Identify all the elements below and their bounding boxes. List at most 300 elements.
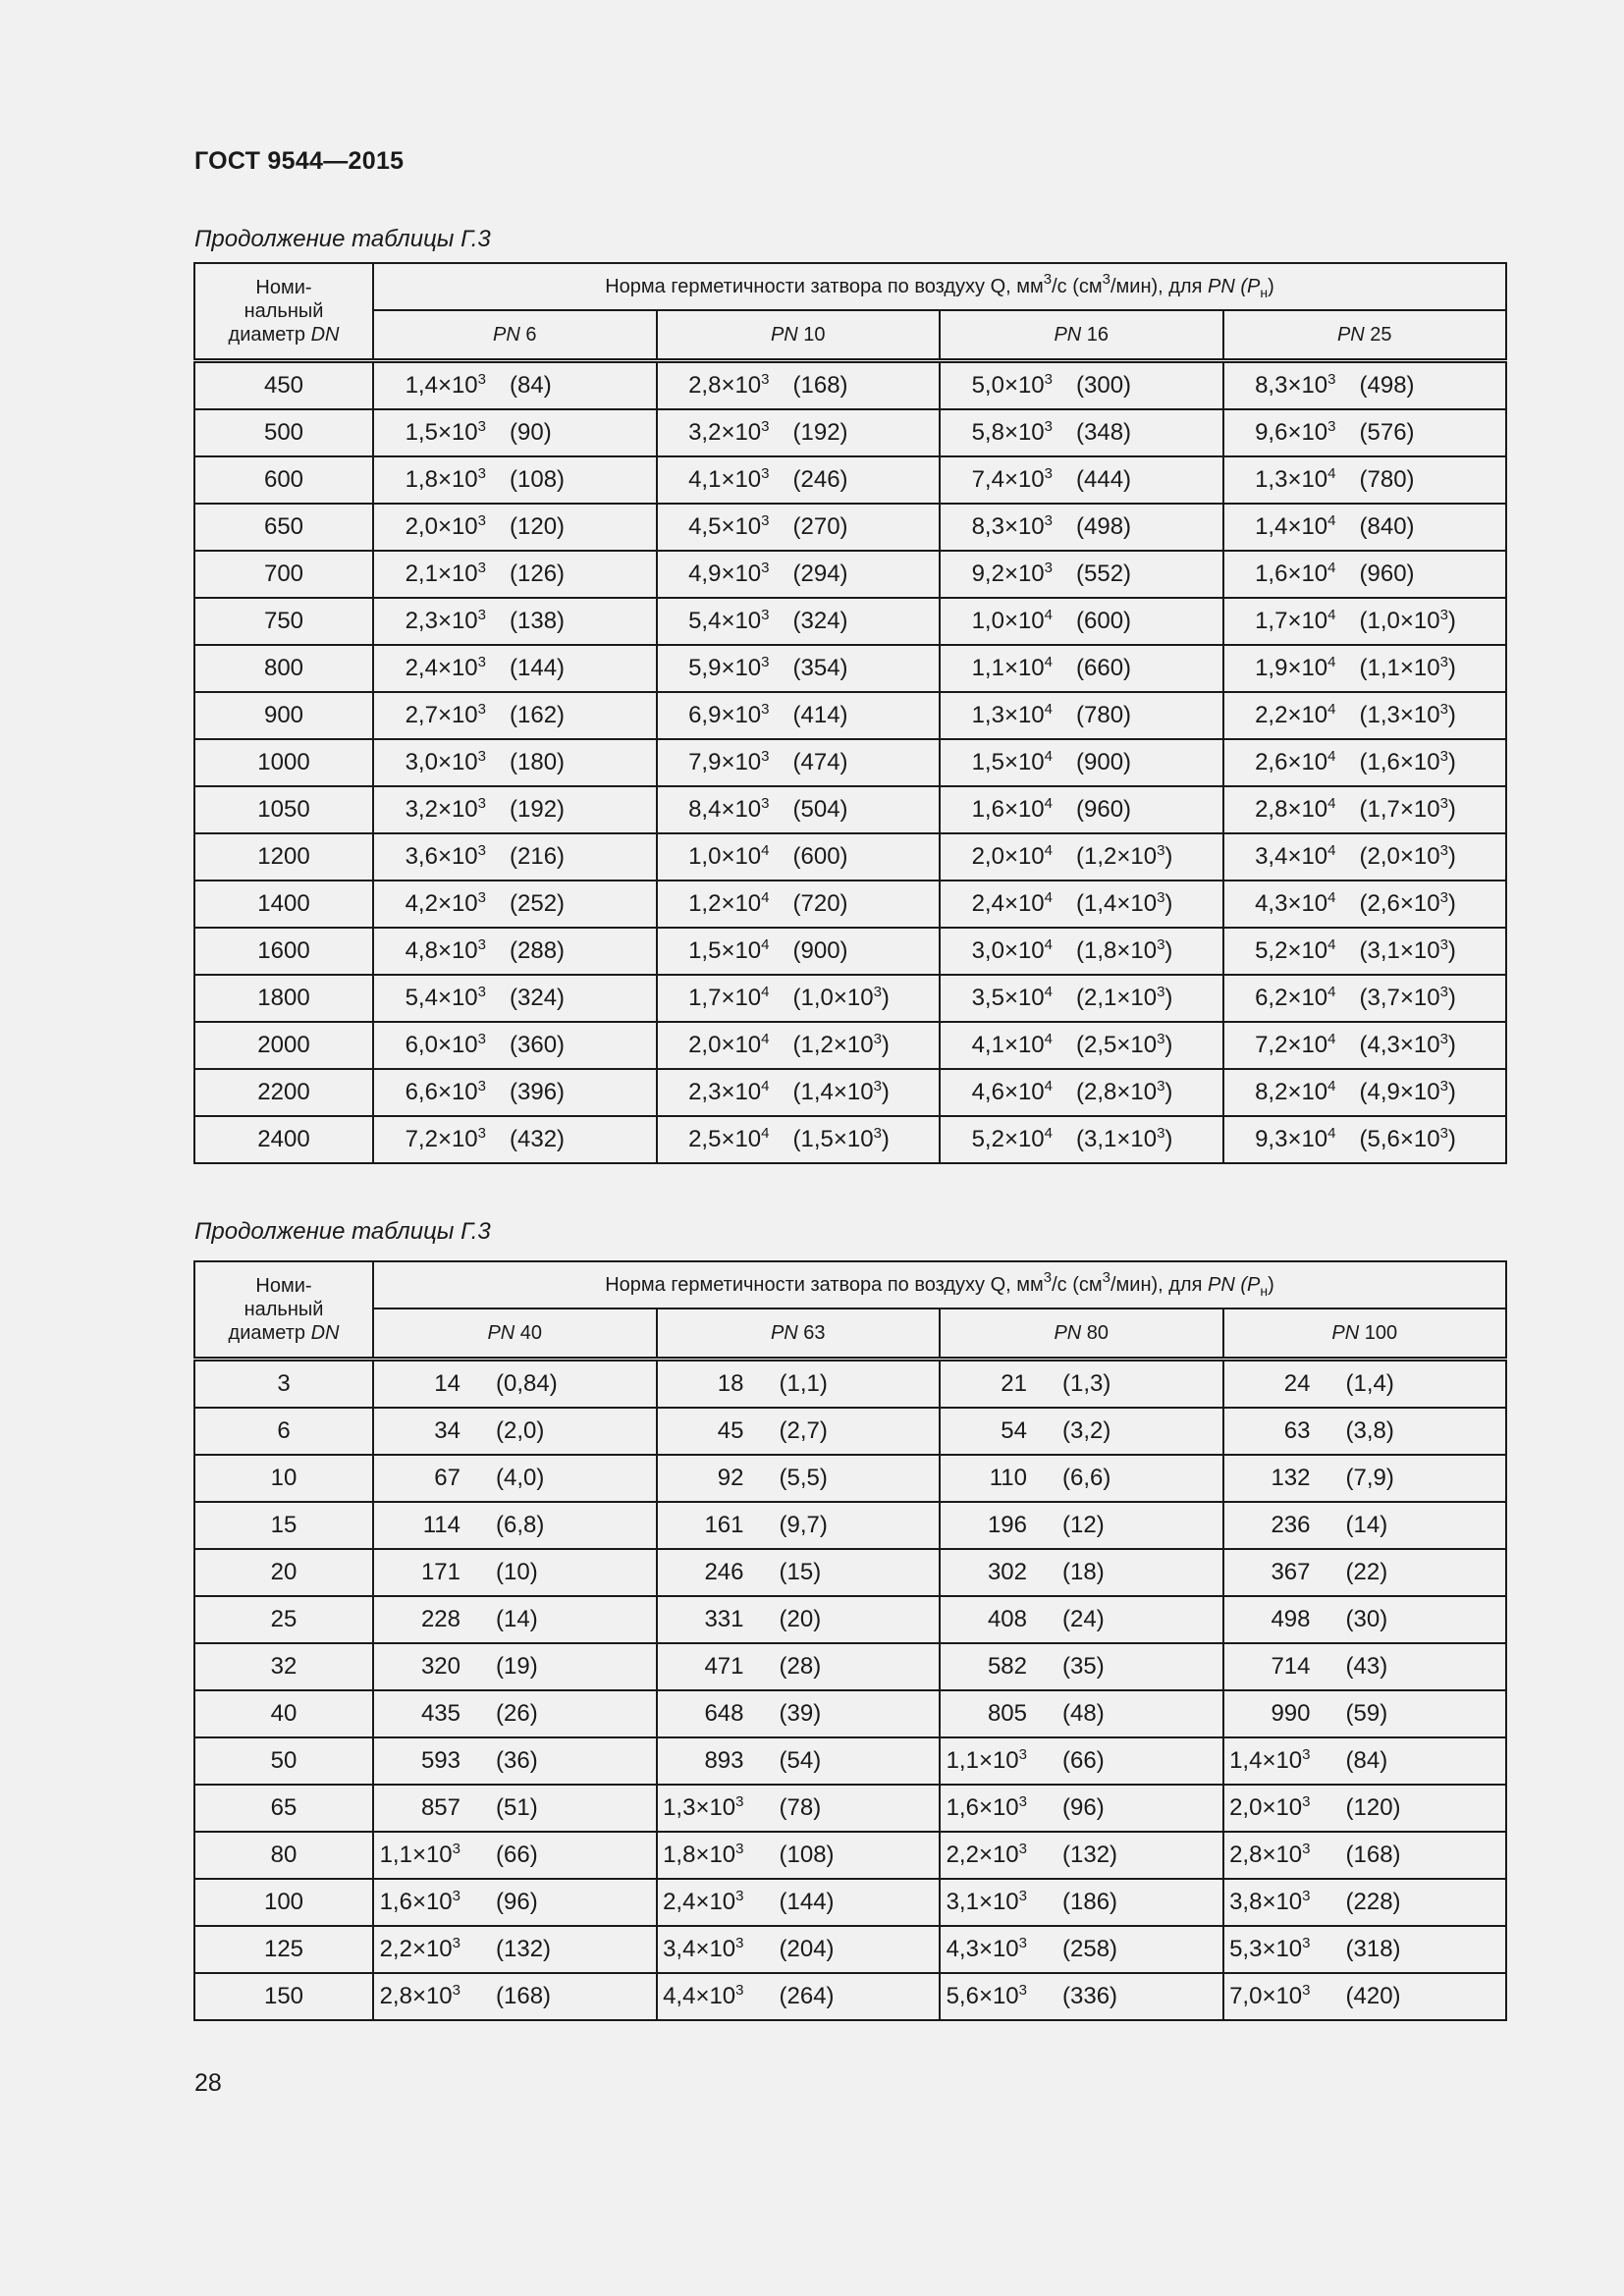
mm3s-mantissa: 5,6×10 <box>946 1983 1019 2009</box>
leak-rate-mm3s <box>374 1032 510 1059</box>
leak-rate-cell <box>1223 881 1507 928</box>
leak-rate-values <box>1224 929 1506 974</box>
leak-rate-mm3s <box>941 1700 1062 1728</box>
pn-value: 63 <box>797 1322 826 1344</box>
mm3s-mantissa: 3,1×10 <box>946 1889 1019 1915</box>
leak-rate-cm3min <box>793 561 848 588</box>
leak-rate-cell <box>940 1879 1223 1926</box>
leak-rate-cm3min <box>1062 1417 1110 1445</box>
cm3min-value: (66) <box>496 1842 538 1868</box>
table-row <box>194 1455 1506 1502</box>
leak-rate-values <box>658 646 940 691</box>
leak-rate-cell <box>373 361 657 410</box>
leak-rate-values <box>941 599 1222 644</box>
dn-cell: 900 <box>194 692 373 739</box>
mm3s-mantissa: 1,7×10 <box>1255 608 1328 634</box>
table-row <box>194 692 1506 739</box>
mm3s-mantissa: 1,8×10 <box>405 466 478 493</box>
leak-rate-cm3min <box>496 1983 551 2010</box>
leak-rate-values <box>658 505 940 550</box>
cm3min-value: (960) <box>1076 796 1132 823</box>
mm3s-mantissa: 2,8×10 <box>688 372 762 399</box>
mm3s-mantissa: 246 <box>704 1559 744 1585</box>
cm3min-value: (59) <box>1345 1700 1388 1727</box>
leak-rate-cm3min <box>510 702 565 729</box>
leak-rate-cm3min <box>1076 749 1131 776</box>
cm3min-close-paren: ) <box>1447 702 1456 728</box>
mm3s-mantissa: 2,2×10 <box>946 1842 1019 1868</box>
leak-rate-cm3min <box>1076 419 1131 447</box>
cm3min-value: (43) <box>1345 1653 1388 1680</box>
leak-rate-values <box>374 1644 656 1689</box>
dn-cell: 700 <box>194 551 373 598</box>
cm3min-value: (84) <box>510 372 552 399</box>
leak-rate-cm3min <box>1360 608 1456 635</box>
dn-cell: 100 <box>194 1879 373 1926</box>
leak-rate-values <box>374 599 656 644</box>
leak-rate-cell <box>1223 598 1507 645</box>
leak-rate-cm3min <box>780 1417 828 1445</box>
leak-rate-cm3min <box>1360 1126 1456 1153</box>
mm3s-exponent: 3 <box>1302 1888 1311 1904</box>
leak-rate-cell <box>373 975 657 1022</box>
dn-cell: 2200 <box>194 1069 373 1116</box>
leak-rate-values <box>1224 1786 1506 1831</box>
leak-rate-cell <box>657 692 941 739</box>
leak-rate-cm3min <box>496 1700 538 1728</box>
mm3s-mantissa: 3,4×10 <box>1255 843 1328 870</box>
cm3min-value: (14) <box>1345 1512 1388 1538</box>
mm3s-exponent: 4 <box>761 1078 770 1095</box>
leak-rate-values <box>374 1409 656 1454</box>
leak-rate-values <box>658 1362 940 1407</box>
mm3s-mantissa: 1,6×10 <box>1255 561 1328 587</box>
mm3s-exponent: 3 <box>452 1982 460 1999</box>
leak-rate-cm3min <box>1062 1700 1105 1728</box>
leak-rate-cell <box>1223 1973 1507 2020</box>
table-row <box>194 786 1506 833</box>
leak-rate-cm3min <box>496 1417 544 1445</box>
leak-rate-cell <box>940 786 1223 833</box>
cm3min-value: (138) <box>510 608 566 634</box>
leak-rate-values <box>941 693 1222 738</box>
leak-rate-values <box>374 1023 656 1068</box>
leak-rate-cm3min <box>1076 466 1131 494</box>
header-sup: 3 <box>1102 1269 1110 1286</box>
leak-rate-mm3s <box>374 1653 496 1681</box>
leak-rate-mm3s <box>374 890 510 918</box>
leak-rate-cell <box>1223 1069 1507 1116</box>
cm3min-value: (576) <box>1359 419 1415 446</box>
leak-rate-values <box>658 881 940 927</box>
cm3min-value: (4,0) <box>496 1465 545 1491</box>
leak-rate-cell <box>657 1549 941 1596</box>
leak-rate-values <box>658 1691 940 1736</box>
dn-cell: 1050 <box>194 786 373 833</box>
mm3s-exponent: 3 <box>735 1841 744 1857</box>
leak-rate-cm3min <box>1346 1889 1401 1916</box>
header-text: /с (см <box>1052 276 1103 297</box>
mm3s-mantissa: 648 <box>704 1700 744 1727</box>
leak-rate-cell <box>373 1973 657 2020</box>
leak-rate-cm3min <box>780 1512 828 1539</box>
leak-rate-cm3min <box>1062 1512 1105 1539</box>
leak-rate-cell <box>373 833 657 881</box>
leak-rate-mm3s <box>941 1606 1062 1633</box>
mm3s-mantissa: 228 <box>420 1606 460 1632</box>
leak-rate-cm3min <box>1062 1842 1117 1869</box>
mm3s-exponent: 3 <box>761 512 770 529</box>
pn-label: PN <box>1054 1322 1082 1344</box>
leak-rate-mm3s <box>1224 561 1360 588</box>
leak-rate-cm3min <box>1062 1653 1105 1681</box>
leak-rate-mm3s <box>941 937 1076 965</box>
header-text: ) <box>1268 276 1274 297</box>
mm3s-exponent: 3 <box>761 371 770 388</box>
leak-rate-values <box>1224 1550 1506 1595</box>
cm3min-value: (12) <box>1062 1512 1105 1538</box>
leak-rate-cell <box>940 1549 1223 1596</box>
mm3s-exponent: 3 <box>452 1841 460 1857</box>
header-pn: PN <box>1208 1274 1235 1296</box>
cm3min-value: (294) <box>792 561 848 587</box>
leak-rate-values <box>658 1927 940 1972</box>
cm3min-value: (7,9) <box>1345 1465 1394 1491</box>
mm3s-mantissa: 5,2×10 <box>1255 937 1328 964</box>
leak-rate-values <box>658 1833 940 1878</box>
pn-column-header <box>1223 310 1507 361</box>
leak-rate-cell <box>657 1973 941 2020</box>
leak-rate-cell <box>373 551 657 598</box>
pn-value: 40 <box>514 1322 543 1344</box>
mm3s-mantissa: 1,3×10 <box>663 1794 736 1821</box>
cm3min-value: (444) <box>1076 466 1132 493</box>
mm3s-exponent: 3 <box>477 936 486 953</box>
mm3s-exponent: 4 <box>761 984 770 1000</box>
mm3s-mantissa: 6,9×10 <box>688 702 762 728</box>
mm3s-exponent: 4 <box>1044 795 1053 812</box>
mm3s-mantissa: 5,3×10 <box>1229 1936 1303 1962</box>
leak-rate-mm3s <box>658 702 793 729</box>
leak-rate-values <box>941 1503 1222 1548</box>
leak-rate-cm3min <box>496 1465 544 1492</box>
pn-header-row <box>194 1308 1506 1360</box>
cm3min-value: (2,7) <box>779 1417 828 1444</box>
table-row <box>194 833 1506 881</box>
leak-rate-cell <box>1223 551 1507 598</box>
cm3min-value: (90) <box>510 419 552 446</box>
leak-rate-cell <box>373 1785 657 1832</box>
leak-rate-cm3min <box>793 1126 890 1153</box>
leak-rate-mm3s <box>941 749 1076 776</box>
leak-rate-mm3s <box>1224 1936 1346 1963</box>
cm3min-close-paren: ) <box>1447 796 1456 823</box>
leak-rate-mm3s <box>658 1417 780 1445</box>
cm3min-value: (270) <box>792 513 848 540</box>
leak-rate-cell <box>657 361 941 410</box>
leak-rate-cm3min <box>510 1126 565 1153</box>
leak-rate-values <box>374 976 656 1021</box>
table-row <box>194 551 1506 598</box>
mm3s-mantissa: 3,4×10 <box>663 1936 736 1962</box>
leak-rate-cm3min <box>1360 466 1415 494</box>
pn-value: 80 <box>1081 1322 1110 1344</box>
mm3s-exponent: 3 <box>477 748 486 765</box>
leak-rate-values <box>658 552 940 597</box>
cm3min-value: (4,9×10 <box>1359 1079 1440 1105</box>
cm3min-value: (1,5×10 <box>792 1126 874 1152</box>
leak-rate-cell <box>657 1690 941 1737</box>
leak-rate-mm3s <box>1224 1126 1360 1153</box>
cm3min-value: (168) <box>792 372 848 399</box>
leak-rate-values <box>658 363 940 408</box>
mm3s-mantissa: 54 <box>1001 1417 1027 1444</box>
leak-rate-values <box>1224 976 1506 1021</box>
mm3s-exponent: 3 <box>477 889 486 906</box>
cm3min-value: (28) <box>779 1653 822 1680</box>
leak-rate-mm3s <box>941 372 1076 400</box>
cm3min-value: (840) <box>1359 513 1415 540</box>
leak-rate-values <box>374 1927 656 1972</box>
mm3s-mantissa: 18 <box>717 1370 744 1397</box>
leak-rate-values <box>658 740 940 785</box>
leak-rate-cell <box>940 833 1223 881</box>
leak-rate-cm3min <box>1346 1747 1388 1775</box>
mm3s-exponent: 4 <box>1044 1031 1053 1047</box>
leak-rate-mm3s <box>374 985 510 1012</box>
mm3s-mantissa: 990 <box>1271 1700 1311 1727</box>
mm3s-exponent: 3 <box>1018 1935 1027 1951</box>
mm3s-mantissa: 498 <box>1271 1606 1311 1632</box>
leak-rate-values <box>941 1597 1222 1642</box>
cm3min-value: (14) <box>496 1606 538 1632</box>
mm3s-mantissa: 435 <box>420 1700 460 1727</box>
leak-rate-mm3s <box>1224 1465 1346 1492</box>
mm3s-mantissa: 9,3×10 <box>1255 1126 1328 1152</box>
cm3min-value: (216) <box>510 843 566 870</box>
leak-rate-mm3s <box>658 466 793 494</box>
leak-rate-cm3min <box>1360 419 1415 447</box>
cm3min-exponent: 3 <box>1439 936 1448 953</box>
mm3s-mantissa: 1,5×10 <box>971 749 1045 775</box>
leak-rate-cm3min <box>1062 1889 1117 1916</box>
cm3min-value: (228) <box>1345 1889 1401 1915</box>
cm3min-value: (2,1×10 <box>1076 985 1158 1011</box>
mm3s-mantissa: 893 <box>704 1747 744 1774</box>
mm3s-exponent: 4 <box>1327 748 1336 765</box>
leak-rate-cell <box>373 928 657 975</box>
leak-rate-values <box>374 363 656 408</box>
cm3min-value: (780) <box>1076 702 1132 728</box>
mm3s-mantissa: 2,0×10 <box>971 843 1045 870</box>
leak-rate-mm3s <box>658 419 793 447</box>
cm3min-exponent: 3 <box>1439 795 1448 812</box>
mm3s-mantissa: 3,2×10 <box>688 419 762 446</box>
leak-rate-cm3min <box>496 1936 551 1963</box>
leak-rate-cell <box>373 1643 657 1690</box>
leak-rate-cell <box>1223 786 1507 833</box>
leak-rate-values <box>941 410 1222 455</box>
mm3s-mantissa: 367 <box>1271 1559 1311 1585</box>
mm3s-mantissa: 1,1×10 <box>946 1747 1019 1774</box>
dn-cell: 15 <box>194 1502 373 1549</box>
mm3s-exponent: 4 <box>1044 842 1053 859</box>
mm3s-exponent: 3 <box>477 1125 486 1142</box>
leak-rate-values <box>374 1362 656 1407</box>
leak-rate-cell <box>1223 928 1507 975</box>
cm3min-value: (960) <box>1359 561 1415 587</box>
cm3min-exponent: 3 <box>1157 1078 1165 1095</box>
cm3min-exponent: 3 <box>1157 889 1165 906</box>
leak-rate-cm3min <box>510 655 565 682</box>
dn-column-header <box>194 1261 373 1360</box>
cm3min-value: (3,8) <box>1345 1417 1394 1444</box>
leak-rate-mm3s <box>1224 1889 1346 1916</box>
mm3s-mantissa: 2,8×10 <box>1255 796 1328 823</box>
leak-rate-cell <box>373 786 657 833</box>
mm3s-exponent: 4 <box>1327 984 1336 1000</box>
cm3min-value: (900) <box>1076 749 1132 775</box>
dn-cell: 50 <box>194 1737 373 1785</box>
leak-rate-values <box>374 410 656 455</box>
leak-rate-mm3s <box>1224 1512 1346 1539</box>
leak-rate-mm3s <box>374 1700 496 1728</box>
cm3min-value: (354) <box>792 655 848 681</box>
leak-rate-cell <box>1223 645 1507 692</box>
leak-rate-cm3min <box>496 1559 538 1586</box>
mm3s-mantissa: 45 <box>717 1417 744 1444</box>
dn-column-header <box>194 263 373 361</box>
leak-rate-mm3s <box>374 1559 496 1586</box>
leak-rate-cm3min <box>496 1842 538 1869</box>
mm3s-mantissa: 302 <box>987 1559 1027 1585</box>
mm3s-exponent: 4 <box>1327 654 1336 670</box>
cm3min-value: (30) <box>1345 1606 1388 1632</box>
cm3min-value: (498) <box>1359 372 1415 399</box>
dn-cell: 40 <box>194 1690 373 1737</box>
cm3min-value: (5,5) <box>779 1465 828 1491</box>
mm3s-exponent: 3 <box>761 701 770 718</box>
leak-rate-values <box>941 976 1222 1021</box>
mm3s-mantissa: 34 <box>434 1417 460 1444</box>
cm3min-close-paren: ) <box>1447 608 1456 634</box>
leak-rate-values <box>658 1117 940 1162</box>
mm3s-exponent: 3 <box>1018 1793 1027 1810</box>
leak-rate-values <box>941 1644 1222 1689</box>
mm3s-exponent: 4 <box>1044 748 1053 765</box>
mm3s-mantissa: 2,7×10 <box>405 702 478 728</box>
leak-rate-values <box>1224 1023 1506 1068</box>
mm3s-exponent: 3 <box>1302 1746 1311 1763</box>
mm3s-exponent: 3 <box>761 465 770 482</box>
header-sub: н <box>1260 285 1269 300</box>
mm3s-mantissa: 14 <box>434 1370 460 1397</box>
leak-rate-values <box>374 457 656 503</box>
cm3min-exponent: 3 <box>1157 984 1165 1000</box>
mm3s-mantissa: 593 <box>420 1747 460 1774</box>
leak-rate-values <box>374 834 656 880</box>
cm3min-value: (1,7×10 <box>1359 796 1440 823</box>
cm3min-value: (108) <box>779 1842 835 1868</box>
mm3s-exponent: 4 <box>761 889 770 906</box>
leak-rate-cm3min <box>496 1606 538 1633</box>
leak-rate-cell <box>1223 1690 1507 1737</box>
leak-rate-values <box>941 457 1222 503</box>
leak-rate-mm3s <box>658 1126 793 1153</box>
leak-rate-header <box>373 1261 1506 1308</box>
cm3min-value: (36) <box>496 1747 538 1774</box>
cm3min-value: (1,3×10 <box>1359 702 1440 728</box>
leak-rate-values <box>941 1117 1222 1162</box>
leak-rate-mm3s <box>374 655 510 682</box>
cm3min-close-paren: ) <box>1164 985 1173 1011</box>
leak-rate-cell <box>373 1408 657 1455</box>
mm3s-exponent: 4 <box>1327 607 1336 623</box>
cm3min-value: (2,8×10 <box>1076 1079 1158 1105</box>
leak-rate-cm3min <box>1360 890 1456 918</box>
cm3min-value: (144) <box>779 1889 835 1915</box>
mm3s-mantissa: 4,4×10 <box>663 1983 736 2009</box>
leak-rate-cm3min <box>510 372 552 400</box>
mm3s-mantissa: 3,0×10 <box>971 937 1045 964</box>
table-row <box>194 598 1506 645</box>
leak-rate-mm3s <box>658 985 793 1012</box>
leak-rate-cell <box>940 1690 1223 1737</box>
cm3min-exponent: 3 <box>1157 1125 1165 1142</box>
leak-rate-mm3s <box>374 749 510 776</box>
leak-rate-cell <box>940 928 1223 975</box>
leak-rate-cell <box>940 1596 1223 1643</box>
dn-cell: 80 <box>194 1832 373 1879</box>
pn-label: PN <box>487 1322 515 1344</box>
leak-rate-mm3s <box>658 655 793 682</box>
mm3s-mantissa: 6,2×10 <box>1255 985 1328 1011</box>
leak-rate-mm3s <box>658 1559 780 1586</box>
mm3s-mantissa: 1,7×10 <box>688 985 762 1011</box>
cm3min-value: (4,3×10 <box>1359 1032 1440 1058</box>
leak-rate-values <box>1224 834 1506 880</box>
cm3min-value: (318) <box>1345 1936 1401 1962</box>
leak-rate-cell <box>657 504 941 551</box>
leak-rate-cell <box>1223 361 1507 410</box>
leak-rate-cm3min <box>793 749 848 776</box>
cm3min-exponent: 3 <box>1157 936 1165 953</box>
cm3min-close-paren: ) <box>1164 1032 1173 1058</box>
leak-rate-cell <box>657 1643 941 1690</box>
leak-rate-values <box>1224 457 1506 503</box>
cm3min-value: (498) <box>1076 513 1132 540</box>
leak-rate-values <box>941 552 1222 597</box>
leak-rate-cm3min <box>1360 561 1415 588</box>
cm3min-close-paren: ) <box>881 1032 890 1058</box>
leak-rate-header <box>373 263 1506 310</box>
mm3s-exponent: 4 <box>1327 889 1336 906</box>
leak-rate-mm3s <box>658 1889 780 1916</box>
leak-rate-values <box>1224 1691 1506 1736</box>
cm3min-value: (84) <box>1345 1747 1388 1774</box>
leak-rate-values <box>658 1023 940 1068</box>
mm3s-mantissa: 110 <box>989 1465 1027 1491</box>
mm3s-mantissa: 2,4×10 <box>971 890 1045 917</box>
mm3s-mantissa: 1,4×10 <box>1255 513 1328 540</box>
leak-rate-cm3min <box>1076 1126 1172 1153</box>
cm3min-close-paren: ) <box>881 985 890 1011</box>
mm3s-mantissa: 2,0×10 <box>405 513 478 540</box>
table-row <box>194 1785 1506 1832</box>
leak-rate-values <box>1224 552 1506 597</box>
cm3min-value: (1,6×10 <box>1359 749 1440 775</box>
leak-rate-cm3min <box>793 419 848 447</box>
